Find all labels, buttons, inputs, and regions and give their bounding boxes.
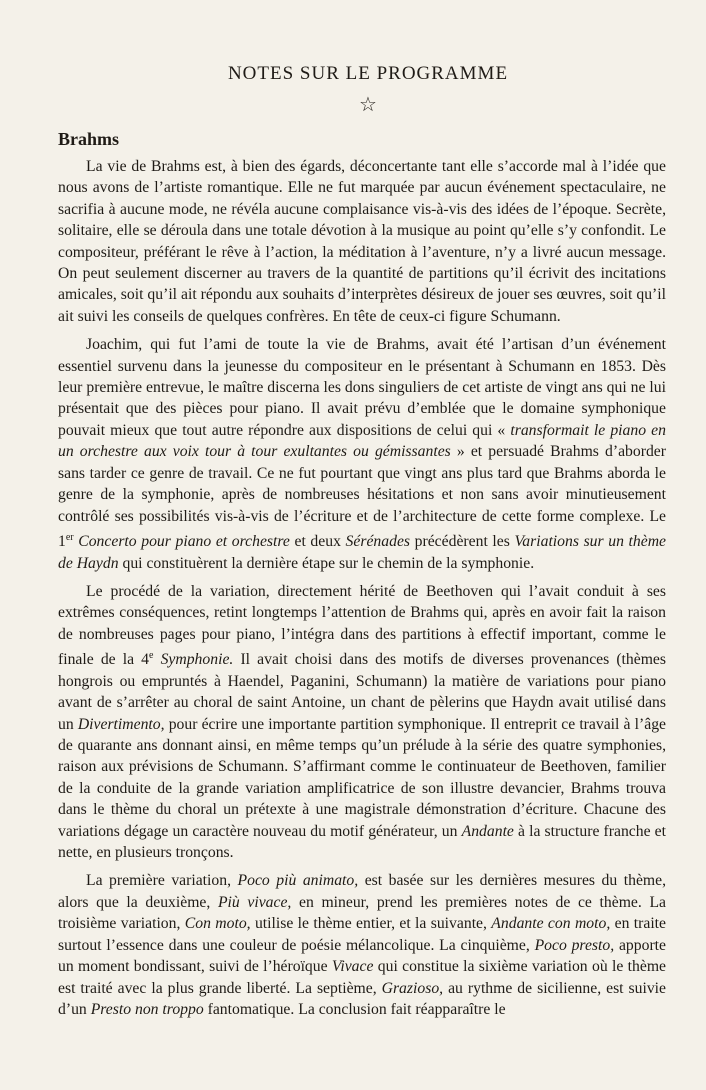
text-run: au rythme de sicilienne, est suivie d’un (58, 979, 666, 1018)
paragraph-4 (58, 870, 666, 1020)
paragraph-3 (58, 581, 666, 864)
text-run: apporte un moment bondissant, suivi de l’héroïque (58, 936, 666, 976)
italic-text: Symphonie. (160, 651, 234, 669)
text-run: La première variation, (86, 872, 238, 890)
italic-text: transformait le piano en un orchestre aux voix tour à tour exultantes ou gémissantes (58, 421, 666, 461)
text-run: est basée sur les dernières mesures du thème, alors que la deuxième, (58, 872, 666, 911)
text-run: et deux (289, 533, 346, 551)
text-run: fantomatique. La conclusion fait réapparaître le (203, 1000, 506, 1018)
text-run: pour écrire une importante partition symphonique. Il entreprit ce travail à l’âge de quarante ans donnant ainsi, en même temps qu’un prélude à la série des quatre symphonies, raison aux prévisions de Schumann. S’affirmant comme le continuateur de Beethoven, familier de la conduite de la grande variation amplificatrice de son illustre devancier, Brahms trouva dans le thème du choral un prétexte à une magistrale démonstration d’écriture. Chacune des variations dégage un caractère nouveau du motif générateur, un (58, 715, 667, 840)
italic-text: Vivace (331, 958, 374, 976)
italic-text: Concerto pour piano et orchestre (78, 533, 290, 551)
text-run: Il avait choisi dans des motifs de diverses provenances (thèmes hongrois ou empruntés à Haendel, Paganini, Schumann) la matière de variations pour piano avant de s’arrêter au choral de saint Antoine, un chant de pèlerins que Haydn avait utilisé dans un (58, 651, 666, 733)
text-run: qui constituèrent la dernière étape sur le chemin de la symphonie. (118, 554, 535, 572)
italic-text: Con moto, (184, 915, 251, 933)
italic-text: Presto non troppo (90, 1000, 204, 1018)
italic-text: Grazioso, (381, 979, 444, 997)
text-run: en mineur, prend les premières notes de ce thème. La troisième variation, (58, 893, 666, 933)
paragraph-1 (58, 156, 666, 327)
italic-text: Andante (461, 822, 514, 840)
italic-text: Andante con moto, (491, 915, 611, 933)
text-run: précédèrent les (410, 533, 515, 551)
superscript-text: er (65, 531, 74, 543)
italic-text: Più vivace, (217, 893, 292, 911)
text-run: Joachim, qui fut l’ami de toute la vie de Brahms, avait été l’artisan d’un événement essentiel survenu dans la jeunesse du compositeur en le présentant à Schumann en 1853. Dès leur première entrevue, le maître discerna les dons singuliers de cet artiste de vingt ans qui ne lui présentait que des pièces pour piano. Il avait prévu d’emblée que le domaine symphonique pouvait mieux que tout autre répondre aux dispositions de celui qui « (58, 336, 666, 439)
text-run (153, 651, 160, 668)
italic-text: Divertimento, (77, 715, 165, 733)
star-ornament-icon: ☆ (359, 94, 377, 116)
page (58, 60, 666, 1027)
paragraph-2 (58, 334, 666, 574)
page-title: NOTES SUR LE PROGRAMME (227, 63, 509, 84)
text-run: » et persuadé Brahms d’aborder sans tarder ce genre de travail. Ce ne fut pourtant que vingt ans plus tard que Brahms aborda le genre de la symphonie, après de nombreuses hésitations et non sans avoir minutieusement contrôlé ses possibilités vis-à-vis de l’écriture et de l’architecture de cette forme complexe. Le 1 (58, 443, 666, 551)
section-heading: Brahms (58, 129, 120, 149)
text-run: en traite surtout l’essence dans une couleur de poésie mélancolique. La cinquième, (58, 915, 666, 954)
text-run: utilise le thème entier, et la suivante, (250, 915, 492, 933)
italic-text: Poco presto, (534, 936, 615, 954)
italic-text: Sérénades (345, 533, 411, 551)
text-run: Le procédé de la variation, directement hérité de Beethoven qui l’avait conduit à ses extrêmes conséquences, retint longtemps l’attention de Brahms qui, après en avoir fait la raison de nombreuses pages pour piano, l’intégra dans des partitions à effectif important, comme le finale de la 4 (58, 582, 666, 669)
italic-text: Variations sur un thème de Haydn (58, 533, 666, 572)
text-run: à la structure franche et nette, en plusieurs tronçons. (58, 822, 666, 862)
italic-text: Poco più animato, (237, 872, 359, 890)
text-run: La vie de Brahms est, à bien des égards, déconcertante tant elle s’accorde mal à l’idée que nous avons de l’artiste romantique. Elle ne fut marquée par aucun événement spectaculaire, ne sacrifia à aucune mode, ne révéla aucune complaisance vis-à-vis des idées de l’époque. Secrète, solitaire, elle se déroula dans une totale dévotion à la musique au point qu’elle s’y confondit. Le compositeur, préférant le rêve à l’action, la méditation à l’aventure, n’y a livré aucun message. On peut seulement discerner au travers de la quantité de partitions qu’il écrivit des incitations amicales, soit qu’il ait répondu aux souhaits d’interprètes désireux de jouer ses œuvres, soit qu’il ait suivi les conseils de quelques confrères. En tête de ceux-ci figure Schumann. (58, 158, 666, 325)
text-run: qui constitue la sixième variation où le thème est traité avec la plus grande liberté. La septième, (58, 958, 666, 997)
superscript-text: e (149, 650, 154, 662)
